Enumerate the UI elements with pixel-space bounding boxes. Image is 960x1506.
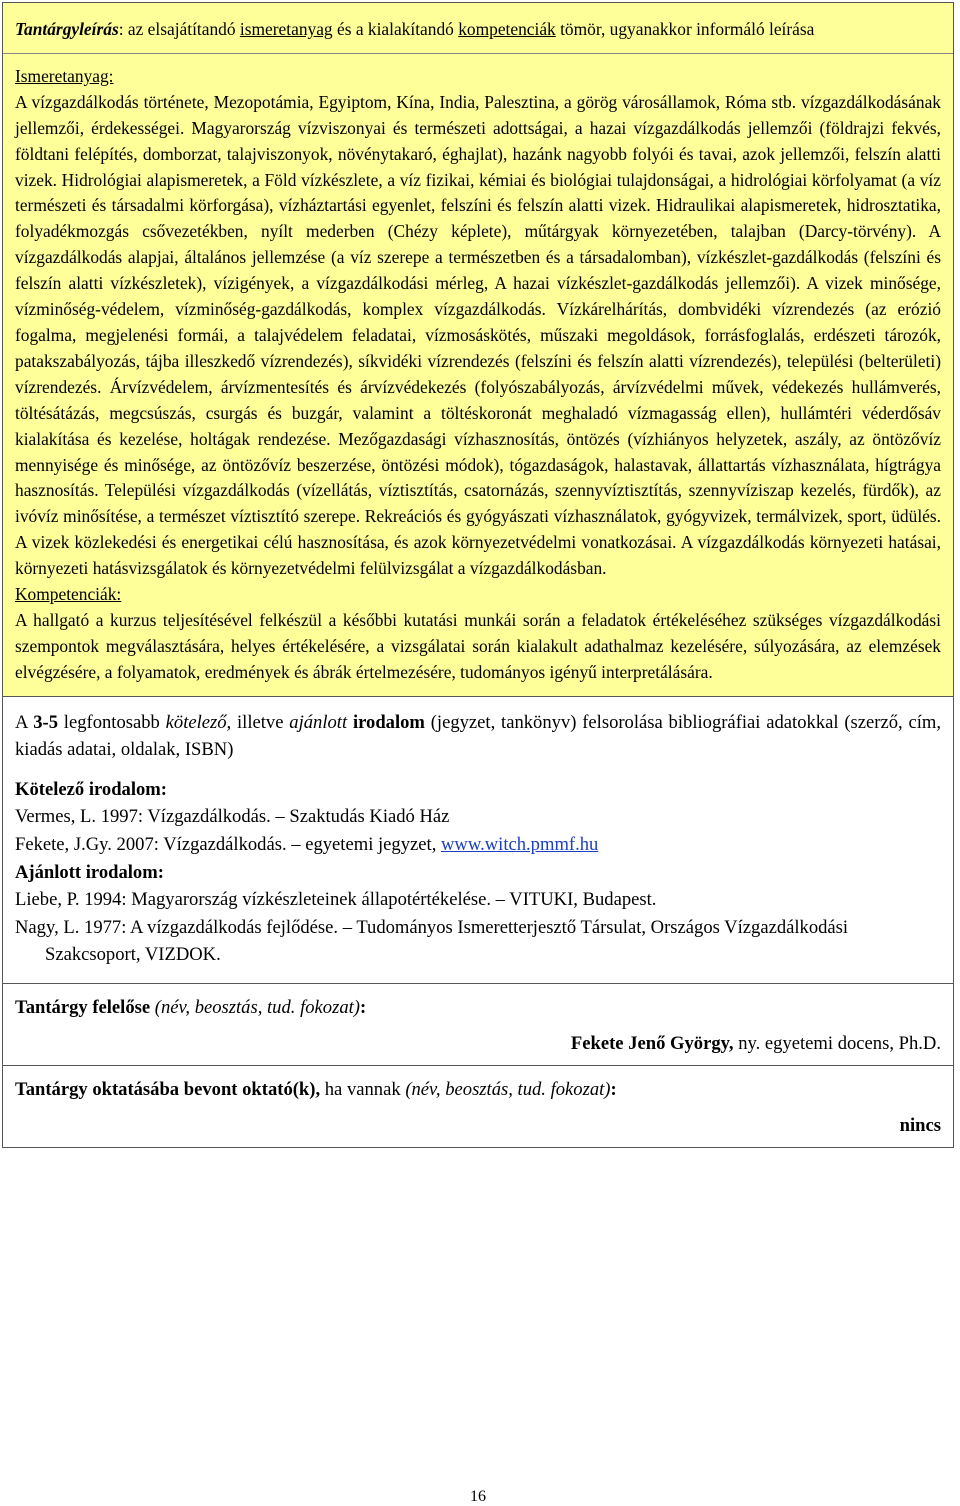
literature-recommended-word: ajánlott (289, 711, 348, 733)
literature-intro-3: illetve (231, 711, 290, 733)
description-header-text-3: tömör, ugyanakkor informáló leírása (555, 19, 815, 39)
description-header-text-2: és a kialakítandó (332, 19, 459, 39)
responsible-label-bold: Tantárgy felelőse (15, 997, 151, 1018)
mandatory-heading: Kötelező irodalom: (15, 778, 167, 800)
responsible-label-colon: : (359, 997, 367, 1018)
literature-section (3, 696, 953, 983)
instructors-label-bold: Tantárgy oktatásába bevont oktató(k), (15, 1079, 321, 1101)
instructors-label-colon: : (610, 1079, 617, 1101)
responsible-title: ny. egyetemi docens, Ph.D. (733, 1032, 941, 1054)
literature-intro-1: A (15, 711, 34, 733)
knowledge-text: A vízgazdálkodás története, Mezopotámia, Egyiptom, Kína, India, Palesztina, a görög városállamok, Róma stb. vízgazdálkodásának jellemzői, érdekességei. Magyarország vízviszonyai és természeti adottságai, a hazai vízgazdálkodás jellemzői (földrajzi fekvés, földtani felépítés, domborzat, talajviszonyok, növénytakaró, éghajlat), hazánk nagyobb folyói és tavai, azok jellemzői, felszín alatti vizek. Hidrológiai alapismeretek, a Föld vízkészlete, a víz fizikai, kémiai és biológiai tulajdonságai, a hidrológiai körfolyamat (a víz természeti és társadalmi körforgása), vízháztartási egyenlet, felszíni és felszín alatti vizek. Hidraulikai alapismeretek, hidrosztatika, folyadékmozgás csővezetékben, nyílt mederben (Chézy képlete), műtárgyak környezetében, talajban (Darcy-törvény). A vízgazdálkodás alapjai, általános jellemzése (a víz szerepe a természetben és a társadalomban), vízkészlet-gazdálkodás (felszíni és felszín alatti vízkészletek), vízigények, a vízgazdálkodási mérleg, A hazai vízkészlet-gazdálkodás jellemzői). A vizek minősége, vízminőség-védelem, vízminőség-gazdálkodás, komplex vízgazdálkodás. Vízkárelhárítás, dombvidéki vízrendezés (az erózió fogalma, megjelenési formái, a talajvédelem feladatai, vízmosáskötés, műszaki megoldások, forrásfoglalás, erdészeti tározók, patakszabályozás, tájba illeszkedő vízrendezés), síkvidéki vízrendezés (felszíni és felszín alatti vízrendezés), települési (belterületi) vízrendezés. Árvízvédelem, árvízmentesítés és árvízvédekezés (folyószabályozás, árvízvédelmi művek, védekezés hullámverés, töltésátázás, megcsúszás, csurgás és buzgár, valamint a töltéskoronát meghaladó vízmagasság ellen), hullámtéri véderdősáv kialakítása és kezelése, holtágak rendezése. Mezőgazdasági vízhasznosítás, öntözés (vízhiányos helyzetek, aszály, az öntözővíz mennyisége és minősége, az öntözővíz beszerzése, öntözési módok), tógazdaságok, halastavak, állattartás vízhasználata, hígtrágya hasznosítás. Települési vízgazdálkodás (vízellátás, víztisztítás, csatornázás, szennyvíztisztítás, szennyvíziszap kezelés, fürdők), az ivóvíz minősítése, a természet víztisztító szerepe. Rekreációs és gyógyászati vízhasználatok, gyógyvizek, termálvizek, sport, üdülés. A vizek közlekedési és energetikai célú hasznosítása, és azok környezetvédelmi vonatkozásai. A vízgazdálkodás környezeti hatásai, környezeti hatásvizsgálatok és környezetvédelmi felülvizsgálat a vízgazdálkodásban. (15, 91, 941, 579)
document-page (2, 2, 954, 1505)
recommended-heading: Ajánlott irodalom: (15, 861, 164, 883)
responsible-label-italic: (név, beosztás, tud. fokozat) (150, 997, 360, 1018)
witch-link[interactable]: www.witch.pmmf.hu (441, 834, 599, 856)
knowledge-term: ismeretanyag (239, 19, 333, 39)
literature-mandatory-word: kötelező, (165, 711, 232, 733)
instructors-label-italic: (név, beosztás, tud. fokozat) (405, 1079, 611, 1101)
knowledge-label: Ismeretanyag: (15, 65, 114, 86)
competence-label: Kompetenciák: (15, 584, 122, 605)
competence-term: kompetenciák (458, 19, 556, 39)
description-body (3, 54, 953, 696)
literature-count: 3-5 (33, 711, 58, 733)
course-form-table (2, 2, 954, 1148)
recommended-item-2: Nagy, L. 1977: A vízgazdálkodás fejlődése. – Tudományos Ismeretterjesztő Társulat, Országos Vízgazdálkodási Szakcsoport, VIZDOK. (15, 916, 849, 966)
description-header-text-1: : az elsajátítandó (118, 19, 240, 39)
literature-intro-2: legfontosabb (58, 711, 166, 733)
mandatory-item-2-text: Fekete, J.Gy. 2007: Vízgazdálkodás. – egyetemi jegyzet, (15, 834, 441, 856)
literature-word: irodalom (352, 711, 425, 733)
mandatory-item-1: Vermes, L. 1997: Vízgazdálkodás. – Szaktudás Kiadó Ház (15, 806, 450, 828)
responsible-section (3, 983, 953, 1065)
mandatory-item-2 (15, 831, 941, 859)
description-header-label: Tantárgyleírás (15, 19, 119, 39)
description-section (3, 3, 953, 696)
description-header (3, 3, 953, 54)
page-number: 16 (470, 1488, 486, 1505)
literature-intro (15, 709, 941, 764)
responsible-name: Fekete Jenő György, (570, 1032, 734, 1054)
literature-intro-5: (jegyzet, tankönyv) felsorolása bibliográfiai adatokkal (szerző, cím, kiadás adatai, oldalak, ISBN) (15, 711, 941, 761)
competence-text: A hallgató a kurzus teljesítésével felkészül a későbbi kutatási munkái során a feladatok értékeléséhez szükséges vízgazdálkodási szempontok megválasztására, helyes értékelésére, a vizsgálatai során kialakult adathalmaz kezelésére, súlyozására, az elemzések elvégzésére, a folyamatok, eredmények és ábrák értelmezésére, tudományos igényű interpretálására. (15, 609, 941, 682)
instructors-value: nincs (899, 1114, 941, 1136)
instructors-label (15, 1076, 941, 1104)
responsible-label (15, 994, 941, 1022)
instructors-section (3, 1065, 953, 1147)
instructors-label-plain: ha vannak (320, 1079, 406, 1101)
responsible-value (15, 1030, 941, 1058)
recommended-item-1: Liebe, P. 1994: Magyarország vízkészleteinek állapotértékelése. – VITUKI, Budapest. (15, 889, 657, 911)
